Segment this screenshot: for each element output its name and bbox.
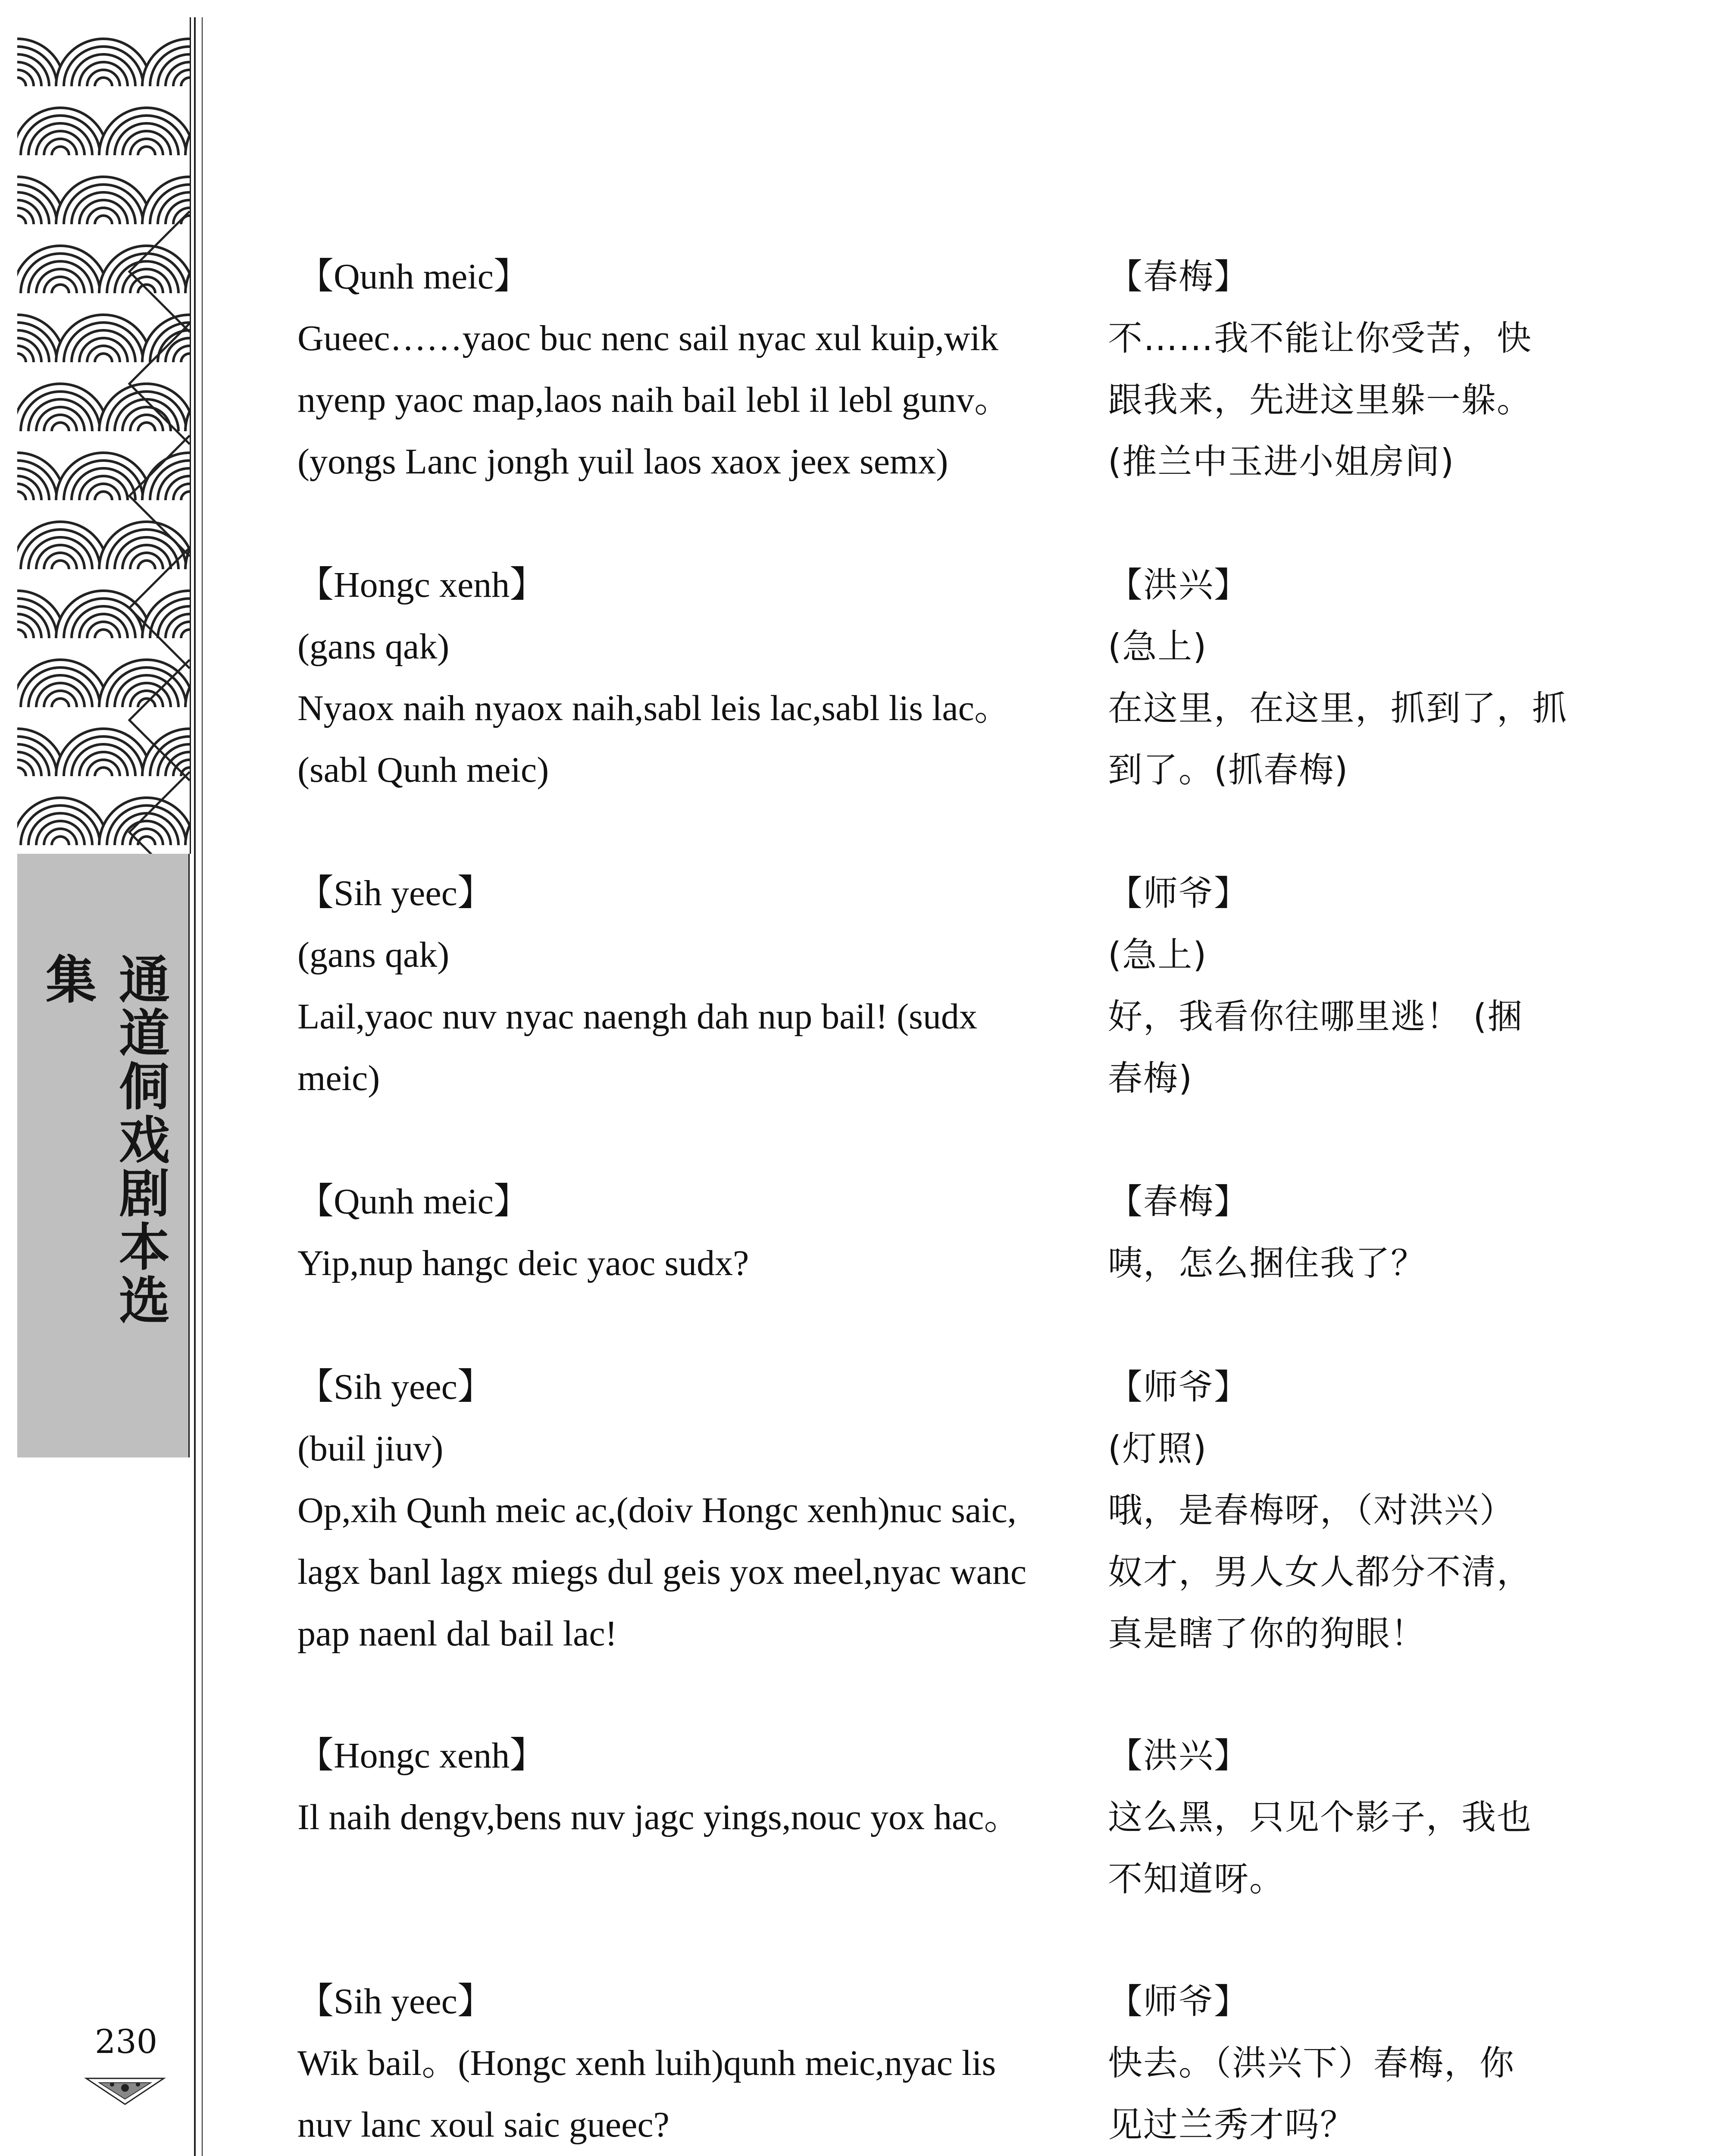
chinese-line: (急上) [1108,627,1207,667]
speaker-name-dong: 【Sih yeec】 [297,1981,494,2021]
ornament-icon [82,2065,168,2109]
speaker-name-dong: 【Qunh meic】 [297,257,530,297]
dong-text-column [297,554,1073,801]
speaker-name-chinese: 【洪兴】 [1108,565,1249,605]
divider-line-inner [202,17,203,2156]
speaker-name-chinese: 【师爷】 [1108,1981,1249,2021]
dong-line: Gueec……yaoc buc nenc sail nyac xul kuip,wik [297,318,998,358]
chinese-line: 快去。（洪兴下）春梅，你 [1108,2043,1515,2083]
wave-pattern-decoration [17,17,191,854]
sidebar-title-band [17,854,190,1457]
divider-line [194,17,196,2156]
dong-line: (buil jiuv) [297,1429,444,1469]
sidebar-band [17,17,190,2156]
chinese-text-column [1108,1971,1668,2156]
chinese-line: 在这里，在这里，抓到了，抓 [1108,688,1567,728]
dong-text-column [297,1356,1073,1664]
speaker-name-chinese: 【师爷】 [1108,873,1249,913]
dong-line: lagx banl lagx miegs dul geis yox meel,nyac wanc [297,1552,1027,1592]
chinese-line: 见过兰秀才吗？ [1108,2105,1355,2145]
dong-text-column [297,862,1073,1109]
speaker-name-chinese: 【春梅】 [1108,1181,1249,1222]
dong-line: nyenp yaoc map,laos naih bail lebl il lebl gunv。 [297,380,1010,420]
dong-text-column [297,1725,1073,1848]
chinese-line: 奴才，男人女人都分不清， [1108,1552,1532,1592]
sidebar-title [17,953,190,1341]
chinese-line: (急上) [1108,935,1207,975]
dong-line: Yip,nup hangc deic yaoc sudx? [297,1243,749,1283]
page-number: 230 [95,2022,158,2061]
dong-line: Il naih dengv,bens nuv jagc yings,nouc yox hac。 [297,1797,1020,1837]
speaker-name-dong: 【Sih yeec】 [297,873,494,913]
dong-line: (gans qak) [297,935,450,975]
chinese-text-column [1108,1171,1668,1294]
dong-line: (sabl Qunh meic) [297,750,549,790]
chinese-line: (灯照) [1108,1429,1207,1469]
dong-line: (yongs Lanc jongh yuil laos xaox jeex semx) [297,442,948,482]
chinese-line: 跟我来，先进这里躲一躲。 [1108,380,1532,420]
dong-line: Wik bail。(Hongc xenh luih)qunh meic,nyac lis [297,2043,996,2083]
dong-line: pap naenl dal bail lac! [297,1614,617,1654]
chinese-text-column [1108,862,1668,1109]
speaker-name-chinese: 【师爷】 [1108,1367,1249,1407]
dong-text-column [297,246,1073,492]
speaker-name-chinese: 【洪兴】 [1108,1736,1249,1776]
chinese-line: 不知道呀。 [1108,1859,1285,1899]
chinese-text-column [1108,1356,1668,1664]
chinese-text-column [1108,554,1668,801]
chinese-line: (推兰中玉进小姐房间) [1108,442,1455,482]
dong-line: Op,xih Qunh meic ac,(doiv Hongc xenh)nuc saic, [297,1490,1017,1530]
sidebar-title-text: 通道侗戏剧本选集 [37,953,170,1327]
chinese-text-column [1108,1725,1668,1910]
chinese-line: 春梅) [1108,1058,1193,1098]
chinese-text-column [1108,246,1668,492]
speaker-name-dong: 【Hongc xenh】 [297,1736,546,1776]
chinese-line: 不……我不能让你受苦，快 [1108,318,1532,358]
speaker-name-dong: 【Qunh meic】 [297,1181,530,1222]
chinese-line: 到了。(抓春梅) [1108,750,1349,790]
chinese-line: 这么黑，只见个影子，我也 [1108,1797,1532,1837]
dong-line: Nyaox naih nyaox naih,sabl leis lac,sabl lis lac。 [297,688,1010,728]
dong-line: Lail,yaoc nuv nyac naengh dah nup bail! (sudx [297,997,977,1037]
speaker-name-dong: 【Hongc xenh】 [297,565,546,605]
dong-line: nuv lanc xoul saic gueec? [297,2105,669,2145]
chinese-line: 哦，是春梅呀，（对洪兴） [1108,1490,1515,1530]
chinese-line: 真是瞎了你的狗眼！ [1108,1614,1426,1654]
chinese-line: 好，我看你往哪里逃！ (捆 [1108,997,1523,1037]
dong-line: meic) [297,1058,380,1098]
dong-line: (gans qak) [297,627,450,667]
dong-text-column [297,1171,1073,1294]
chinese-line: 咦，怎么捆住我了？ [1108,1243,1426,1283]
speaker-name-chinese: 【春梅】 [1108,257,1249,297]
dong-text-column [297,1971,1073,2156]
speaker-name-dong: 【Sih yeec】 [297,1367,494,1407]
